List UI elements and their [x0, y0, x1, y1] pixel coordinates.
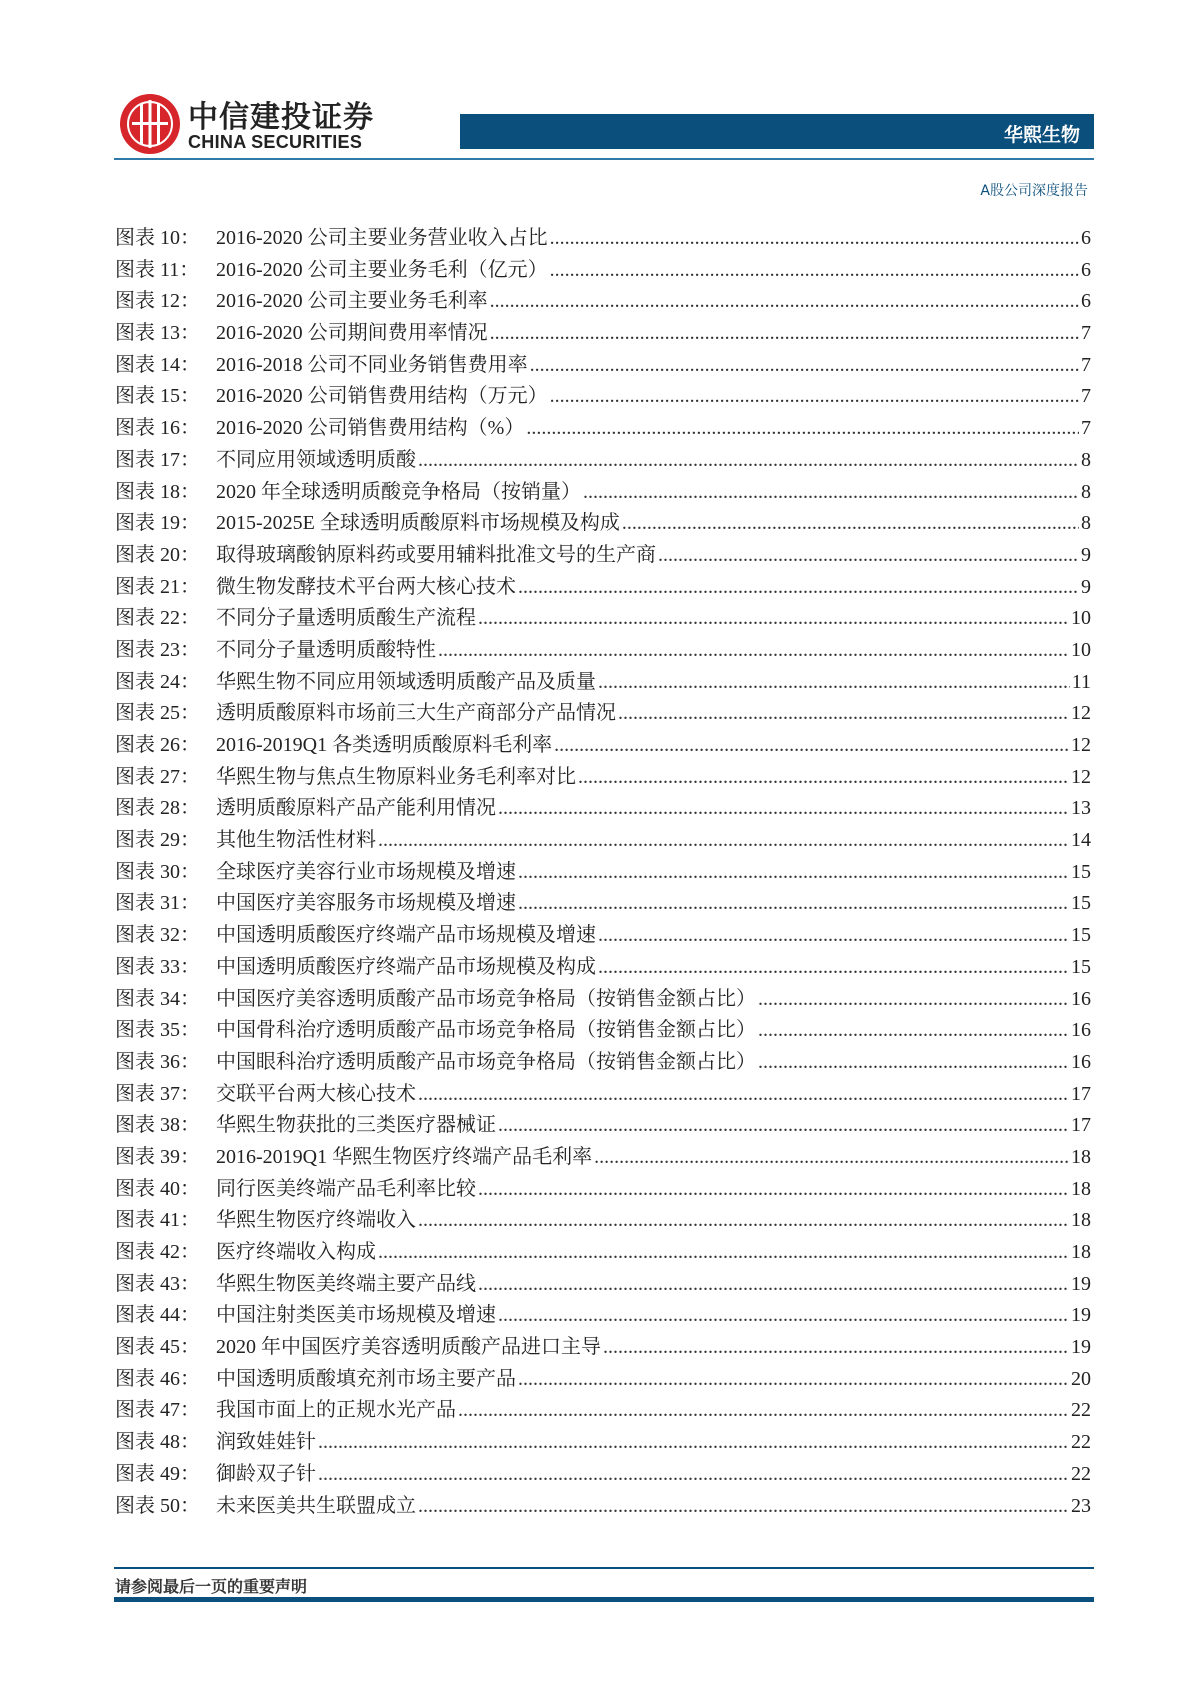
toc-leader-dots	[438, 635, 1069, 667]
toc-entry-label: 图表 19：	[115, 512, 200, 535]
toc-entry[interactable]	[115, 1205, 1091, 1237]
toc-entry-page: 11	[1071, 670, 1091, 693]
toc-entry-label: 图表 45：	[115, 1336, 200, 1359]
toc-entry-title: 中国透明质酸医疗终端产品市场规模及增速	[216, 924, 596, 947]
toc-entry-label: 图表 10：	[115, 227, 200, 249]
toc-entry-title: 我国市面上的正规水光产品	[216, 1399, 456, 1422]
toc-entry-label: 图表 18：	[115, 480, 200, 503]
toc-entry-label: 图表 25：	[115, 702, 200, 725]
toc-entry-title: 同行医美终端产品毛利率比较	[216, 1177, 476, 1200]
figure-table-of-contents	[115, 223, 1091, 1522]
toc-entry-title: 2016-2020 公司主要业务毛利率	[216, 290, 488, 313]
toc-entry-page: 13	[1071, 797, 1091, 820]
toc-entry-label: 图表 50：	[115, 1494, 200, 1517]
toc-leader-dots	[478, 1174, 1069, 1206]
toc-entry-title: 不同分子量透明质酸生产流程	[216, 607, 476, 630]
toc-leader-dots	[598, 952, 1069, 984]
toc-leader-dots	[550, 223, 1079, 255]
toc-leader-dots	[518, 572, 1079, 604]
toc-entry[interactable]	[115, 920, 1091, 952]
toc-entry-label: 图表 31：	[115, 892, 200, 915]
toc-leader-dots	[518, 888, 1069, 920]
toc-entry-label: 图表 23：	[115, 638, 200, 661]
toc-leader-dots	[758, 984, 1069, 1016]
toc-entry-label: 图表 32：	[115, 924, 200, 947]
toc-entry-title: 中国医疗美容服务市场规模及增速	[216, 892, 516, 915]
toc-entry[interactable]	[115, 603, 1091, 635]
toc-entry-label: 图表 40：	[115, 1177, 200, 1200]
toc-entry-page: 20	[1071, 1367, 1091, 1390]
toc-leader-dots	[490, 286, 1079, 318]
company-banner	[460, 114, 1094, 149]
footer-bar	[114, 1597, 1094, 1602]
toc-entry-title: 交联平台两大核心技术	[216, 1082, 416, 1105]
toc-entry-title: 润致娃娃针	[216, 1431, 316, 1454]
toc-entry-page: 7	[1081, 322, 1091, 345]
toc-entry-title: 2020 年中国医疗美容透明质酸产品进口主导	[216, 1336, 601, 1359]
toc-leader-dots	[498, 1110, 1069, 1142]
toc-entry-page: 12	[1071, 765, 1091, 788]
toc-leader-dots	[526, 413, 1079, 445]
toc-entry-title: 2016-2019Q1 华熙生物医疗终端产品毛利率	[216, 1145, 593, 1168]
toc-leader-dots	[603, 1332, 1069, 1364]
toc-entry[interactable]	[115, 1427, 1091, 1459]
toc-entry-page: 22	[1071, 1431, 1091, 1454]
toc-entry[interactable]	[115, 1332, 1091, 1364]
toc-entry-title: 不同应用领域透明质酸	[216, 448, 416, 471]
toc-entry-label: 图表 34：	[115, 987, 200, 1010]
toc-entry-label: 图表 24：	[115, 670, 200, 693]
footer-divider	[114, 1567, 1094, 1569]
toc-entry-label: 图表 21：	[115, 575, 200, 598]
toc-entry-label: 图表 27：	[115, 765, 200, 788]
toc-entry-page: 8	[1081, 448, 1091, 471]
toc-entry-page: 15	[1071, 892, 1091, 915]
toc-leader-dots	[598, 667, 1070, 699]
toc-entry-page: 23	[1071, 1494, 1091, 1517]
toc-entry[interactable]	[115, 635, 1091, 667]
toc-leader-dots	[758, 1047, 1069, 1079]
toc-entry-title: 不同分子量透明质酸特性	[216, 638, 436, 661]
toc-entry-title: 2016-2020 公司期间费用率情况	[216, 322, 488, 345]
toc-entry-page: 8	[1081, 480, 1091, 503]
toc-entry-label: 图表 20：	[115, 543, 200, 566]
toc-entry-label: 图表 11：	[115, 258, 200, 281]
toc-entry[interactable]	[115, 318, 1091, 350]
toc-entry-title: 华熙生物不同应用领域透明质酸产品及质量	[216, 670, 596, 693]
toc-entry[interactable]	[115, 540, 1091, 572]
toc-leader-dots	[554, 730, 1069, 762]
toc-leader-dots	[530, 350, 1079, 382]
toc-entry-title: 透明质酸原料市场前三大生产商部分产品情况	[216, 702, 616, 725]
toc-entry-title: 其他生物活性材料	[216, 829, 376, 852]
toc-entry-title: 微生物发酵技术平台两大核心技术	[216, 575, 516, 598]
toc-entry-page: 17	[1071, 1114, 1091, 1137]
toc-entry[interactable]	[115, 255, 1091, 287]
toc-entry-label: 图表 49：	[115, 1462, 200, 1485]
toc-entry-label: 图表 46：	[115, 1367, 200, 1390]
toc-entry-page: 9	[1081, 543, 1091, 566]
toc-entry-title: 中国注射类医美市场规模及增速	[216, 1304, 496, 1327]
toc-leader-dots	[418, 1205, 1069, 1237]
toc-entry[interactable]	[115, 572, 1091, 604]
toc-entry-title: 取得玻璃酸钠原料药或要用辅料批准文号的生产商	[216, 543, 656, 566]
toc-entry-page: 12	[1071, 734, 1091, 756]
toc-entry-page: 6	[1081, 290, 1091, 313]
toc-entry[interactable]	[115, 1079, 1091, 1111]
toc-entry-label: 图表 28：	[115, 797, 200, 820]
toc-leader-dots	[418, 1079, 1069, 1111]
toc-leader-dots	[418, 1491, 1069, 1523]
toc-entry-title: 2016-2020 公司销售费用结构（万元）	[216, 385, 548, 408]
toc-entry-title: 2016-2020 公司销售费用结构（%）	[216, 417, 525, 440]
toc-entry-label: 图表 12：	[115, 290, 200, 313]
toc-entry[interactable]	[115, 1142, 1091, 1174]
toc-leader-dots	[594, 1142, 1069, 1174]
report-type: A股公司深度报告	[980, 183, 1088, 199]
toc-entry-label: 图表 36：	[115, 1050, 200, 1073]
toc-leader-dots	[378, 825, 1069, 857]
toc-leader-dots	[578, 762, 1069, 794]
toc-entry-page: 7	[1081, 417, 1091, 440]
toc-leader-dots	[498, 1300, 1069, 1332]
toc-entry-label: 图表 14：	[115, 353, 200, 376]
toc-entry[interactable]	[115, 730, 1091, 762]
toc-leader-dots	[758, 1015, 1069, 1047]
toc-leader-dots	[622, 508, 1079, 540]
china-securities-logo-icon	[118, 92, 182, 156]
toc-entry-title: 华熙生物与焦点生物原料业务毛利率对比	[216, 765, 576, 788]
toc-entry[interactable]	[115, 1300, 1091, 1332]
toc-entry-page: 18	[1071, 1177, 1091, 1200]
toc-entry[interactable]	[115, 1395, 1091, 1427]
toc-entry-label: 图表 47：	[115, 1399, 200, 1422]
toc-leader-dots	[318, 1427, 1069, 1459]
toc-leader-dots	[518, 857, 1069, 889]
toc-entry-title: 未来医美共生联盟成立	[216, 1494, 416, 1517]
toc-leader-dots	[598, 920, 1069, 952]
toc-leader-dots	[490, 318, 1079, 350]
toc-entry-page: 18	[1071, 1145, 1091, 1168]
toc-entry-page: 16	[1071, 987, 1091, 1010]
toc-entry[interactable]	[115, 508, 1091, 540]
toc-entry[interactable]	[115, 445, 1091, 477]
toc-entry-title: 2016-2019Q1 各类透明质酸原料毛利率	[216, 734, 553, 756]
toc-entry-page: 19	[1071, 1304, 1091, 1327]
toc-entry-title: 中国医疗美容透明质酸产品市场竞争格局（按销售金额占比）	[216, 987, 756, 1010]
toc-entry-page: 18	[1071, 1209, 1091, 1232]
toc-entry-title: 中国透明质酸填充剂市场主要产品	[216, 1367, 516, 1390]
toc-entry[interactable]	[115, 1047, 1091, 1079]
toc-entry[interactable]	[115, 1459, 1091, 1491]
toc-entry[interactable]	[115, 984, 1091, 1016]
toc-entry[interactable]	[115, 381, 1091, 413]
toc-entry-label: 图表 16：	[115, 417, 200, 440]
toc-entry-label: 图表 15：	[115, 385, 200, 408]
toc-entry-title: 中国骨科治疗透明质酸产品市场竞争格局（按销售金额占比）	[216, 1019, 756, 1042]
toc-entry-page: 12	[1071, 702, 1091, 725]
logo-english-name: CHINA SECURITIES	[188, 132, 363, 152]
toc-entry-title: 华熙生物医疗终端收入	[216, 1209, 416, 1232]
toc-entry-page: 9	[1081, 575, 1091, 598]
toc-entry[interactable]	[115, 698, 1091, 730]
toc-entry-title: 全球医疗美容行业市场规模及增速	[216, 860, 516, 883]
toc-entry[interactable]	[115, 762, 1091, 794]
toc-entry-page: 16	[1071, 1050, 1091, 1073]
toc-entry[interactable]	[115, 667, 1091, 699]
toc-entry-page: 19	[1071, 1336, 1091, 1359]
toc-entry[interactable]	[115, 857, 1091, 889]
toc-entry-page: 7	[1081, 353, 1091, 376]
toc-entry-page: 22	[1071, 1399, 1091, 1422]
toc-entry-label: 图表 29：	[115, 829, 200, 852]
toc-leader-dots	[658, 540, 1079, 572]
toc-entry-page: 6	[1081, 258, 1091, 281]
toc-entry-label: 图表 39：	[115, 1145, 200, 1168]
toc-leader-dots	[478, 1269, 1069, 1301]
toc-leader-dots	[458, 1395, 1069, 1427]
toc-entry-page: 14	[1071, 829, 1091, 852]
header-divider	[114, 158, 1094, 160]
toc-entry-title: 中国眼科治疗透明质酸产品市场竞争格局（按销售金额占比）	[216, 1050, 756, 1073]
toc-entry-label: 图表 35：	[115, 1019, 200, 1042]
toc-entry-page: 6	[1081, 227, 1091, 249]
toc-entry-label: 图表 13：	[115, 322, 200, 345]
toc-entry[interactable]	[115, 413, 1091, 445]
toc-entry-label: 图表 42：	[115, 1241, 200, 1263]
toc-entry-label: 图表 44：	[115, 1304, 200, 1327]
toc-entry-title: 华熙生物获批的三类医疗器械证	[216, 1114, 496, 1137]
toc-entry-page: 16	[1071, 1019, 1091, 1042]
toc-entry-label: 图表 37：	[115, 1082, 200, 1105]
toc-entry-label: 图表 41：	[115, 1209, 200, 1232]
toc-entry-page: 17	[1071, 1082, 1091, 1105]
toc-entry[interactable]	[115, 793, 1091, 825]
toc-entry-page: 15	[1071, 860, 1091, 883]
toc-entry-title: 2016-2020 公司主要业务毛利（亿元）	[216, 258, 548, 281]
toc-entry[interactable]	[115, 952, 1091, 984]
toc-entry-page: 10	[1071, 638, 1091, 661]
toc-entry-page: 7	[1081, 385, 1091, 408]
toc-entry-page: 18	[1071, 1241, 1091, 1263]
toc-leader-dots	[478, 603, 1069, 635]
toc-entry-title: 2016-2020 公司主要业务营业收入占比	[216, 227, 548, 249]
toc-leader-dots	[518, 1364, 1069, 1396]
toc-entry-title: 2020 年全球透明质酸竞争格局（按销量）	[216, 480, 581, 503]
toc-entry-page: 15	[1071, 924, 1091, 947]
toc-leader-dots	[550, 381, 1079, 413]
toc-leader-dots	[318, 1459, 1069, 1491]
toc-entry-page: 22	[1071, 1462, 1091, 1485]
toc-entry[interactable]	[115, 223, 1091, 255]
company-name: 华熙生物	[1003, 124, 1080, 146]
toc-entry-label: 图表 22：	[115, 607, 200, 630]
logo-chinese-name: 中信建投证券	[188, 100, 374, 135]
toc-entry[interactable]	[115, 1491, 1091, 1523]
toc-entry-page: 15	[1071, 955, 1091, 978]
toc-leader-dots	[378, 1237, 1069, 1269]
toc-entry[interactable]	[115, 1237, 1091, 1269]
toc-entry-label: 图表 17：	[115, 448, 200, 471]
footer-disclaimer: 请参阅最后一页的重要声明	[115, 1579, 308, 1596]
toc-leader-dots	[418, 445, 1079, 477]
toc-entry-label: 图表 48：	[115, 1431, 200, 1454]
toc-entry-title: 医疗终端收入构成	[216, 1241, 376, 1263]
toc-entry[interactable]	[115, 477, 1091, 509]
toc-entry-label: 图表 38：	[115, 1114, 200, 1137]
toc-entry[interactable]	[115, 1015, 1091, 1047]
toc-entry-label: 图表 26：	[115, 734, 200, 756]
toc-entry[interactable]	[115, 825, 1091, 857]
toc-entry-page: 19	[1071, 1272, 1091, 1295]
toc-entry-label: 图表 30：	[115, 860, 200, 883]
toc-entry-title: 中国透明质酸医疗终端产品市场规模及构成	[216, 955, 596, 978]
toc-entry-title: 华熙生物医美终端主要产品线	[216, 1272, 476, 1295]
toc-leader-dots	[618, 698, 1069, 730]
toc-entry-title: 2015-2025E 全球透明质酸原料市场规模及构成	[216, 512, 620, 535]
toc-entry-page: 10	[1071, 607, 1091, 630]
toc-leader-dots	[583, 477, 1079, 509]
toc-entry[interactable]	[115, 350, 1091, 382]
toc-entry[interactable]	[115, 888, 1091, 920]
toc-entry-title: 透明质酸原料产品产能利用情况	[216, 797, 496, 820]
toc-entry[interactable]	[115, 1110, 1091, 1142]
toc-entry[interactable]	[115, 1269, 1091, 1301]
toc-entry-title: 御龄双子针	[216, 1462, 316, 1485]
toc-entry[interactable]	[115, 1174, 1091, 1206]
toc-leader-dots	[498, 793, 1069, 825]
toc-entry-label: 图表 43：	[115, 1272, 200, 1295]
toc-entry-page: 8	[1081, 512, 1091, 535]
toc-entry-title: 2016-2018 公司不同业务销售费用率	[216, 353, 528, 376]
toc-entry[interactable]	[115, 286, 1091, 318]
toc-leader-dots	[550, 255, 1079, 287]
toc-entry-label: 图表 33：	[115, 955, 200, 978]
toc-entry[interactable]	[115, 1364, 1091, 1396]
